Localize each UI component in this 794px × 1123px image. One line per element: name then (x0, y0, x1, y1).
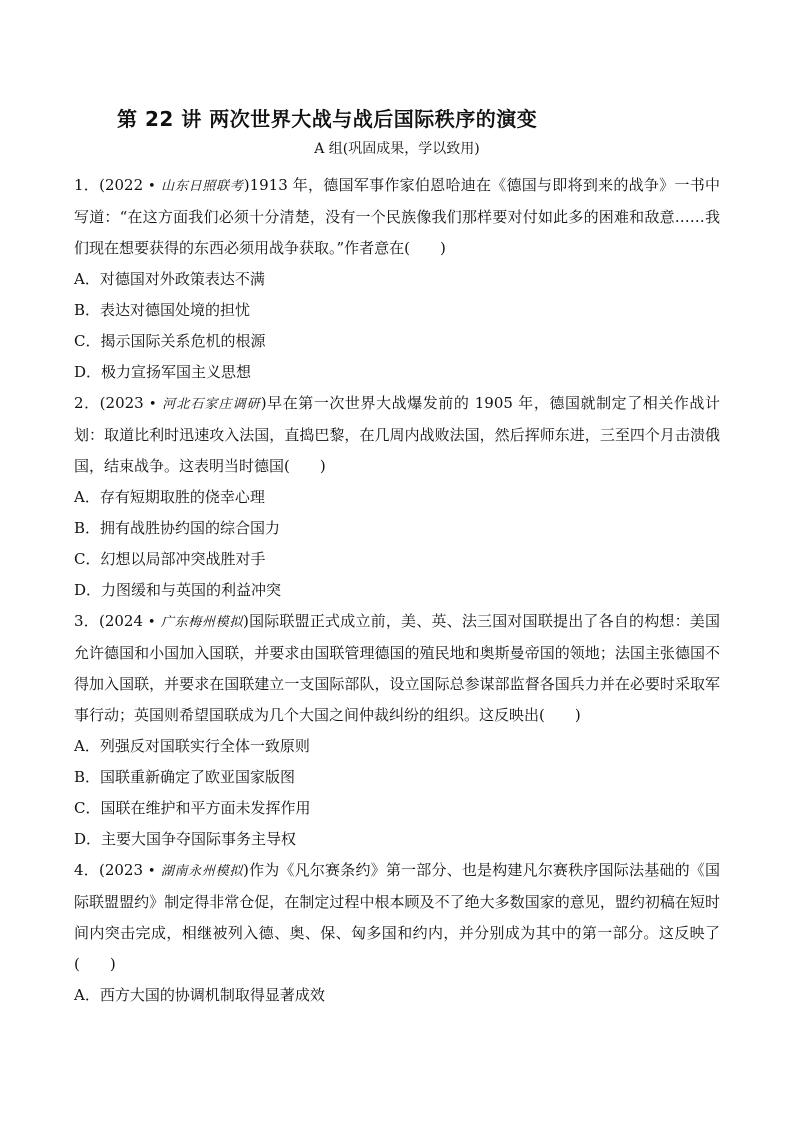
question-stem (74, 170, 720, 264)
option-a: A．对德国对外政策表达不满 (74, 270, 265, 288)
question-4 (74, 855, 720, 1011)
section-subtitle: A 组(巩固成果，学以致用) (314, 141, 480, 157)
question-number: 2． (74, 394, 100, 412)
source-paren-open: ( (99, 176, 105, 194)
question-list (74, 170, 720, 1011)
question-3 (74, 606, 720, 855)
option-a: A．存有短期取胜的侥幸心理 (74, 488, 265, 506)
option-c: C．幻想以局部冲突战胜对手 (74, 550, 266, 568)
option-a: A．西方大国的协调机制取得显著成效 (74, 986, 325, 1004)
source-year: 2022 (104, 176, 144, 194)
option-d: D．极力宣扬军国主义思想 (74, 363, 252, 381)
question-stem (74, 388, 720, 482)
question-text: 作为《凡尔赛条约》第一部分、也是构建凡尔赛秩序国际法基础的《国际联盟盟约》制定得非常仓促，在制定过程中根本顾及不了绝大多数国家的意见，盟约初稿在短时间内突击完成，相继被列入德、奥、保、匈多国和约内，并分别成为其中的第一部分。这反映了( ) (74, 861, 720, 973)
question-text: 1913 年，德国军事作家伯恩哈迪在《德国与即将到来的战争》一书中写道：“在这方面我们必须十分清楚，没有一个民族像我们那样要对付如此多的困难和敌意……我们现在想要获得的东西必须用战争获取。”作者意在( ) (74, 176, 720, 257)
question-number: 1． (74, 176, 100, 194)
option-c: C．揭示国际关系危机的根源 (74, 332, 266, 350)
source-year: 2023 (104, 861, 143, 879)
page-title: 第 22 讲 两次世界大战与战后国际秩序的演变 (117, 107, 538, 131)
option-b: B．国联重新确定了欧亚国家版图 (74, 768, 296, 786)
source-name: 山东日照联考 (161, 179, 244, 194)
source-paren-open: ( (99, 394, 106, 412)
option-b: B．拥有战胜协约国的综合国力 (74, 519, 281, 537)
source-separator: • (143, 615, 161, 630)
option-c: C．国联在维护和平方面未发挥作用 (74, 799, 311, 817)
source-separator: • (143, 179, 162, 194)
option-d: D．力图缓和与英国的利益冲突 (74, 581, 282, 599)
option-a: A．列强反对国联实行全体一致原则 (74, 737, 310, 755)
source-separator: • (143, 864, 161, 879)
question-stem (74, 606, 720, 731)
question-number: 3． (74, 612, 99, 630)
source-paren-close: ) (243, 612, 249, 630)
question-1 (74, 170, 720, 388)
option-b: B．表达对德国处境的担忧 (74, 301, 251, 319)
question-2 (74, 388, 720, 606)
source-year: 2024 (104, 612, 143, 630)
source-paren-close: ) (260, 394, 267, 412)
question-text: 国际联盟正式成立前，美、英、法三国对国联提出了各自的构想：美国允许德国和小国加入国联，并要求由国联管理德国的殖民地和奥斯曼帝国的领地；法国主张德国不得加入国联，并要求在国联建立一支国际部队，设立国际总参谋部监督各国兵力并在必要时采取军事行动；英国则希望国联成为几个大国之间仲裁纠纷的组织。这反映出( ) (74, 612, 720, 724)
source-paren-close: ) (243, 176, 250, 194)
question-text: 早在第一次世界大战爆发前的 1905 年，德国就制定了相关作战计划：取道比利时迅速攻入法国，直捣巴黎，在几周内战败法国，然后挥师东进，三至四个月击溃俄国，结束战争。这表明当时德国( ) (74, 394, 720, 475)
source-paren-open: ( (98, 612, 105, 630)
source-paren-close: ) (243, 861, 249, 879)
source-name: 湖南永州模拟 (160, 864, 244, 879)
source-separator: • (143, 397, 163, 412)
source-name: 河北石家庄调研 (162, 397, 261, 412)
source-year: 2023 (105, 394, 144, 412)
source-paren-open: ( (98, 861, 105, 879)
option-d: D．主要大国争夺国际事务主导权 (74, 830, 297, 848)
question-stem (74, 855, 720, 980)
question-number: 4． (74, 861, 99, 879)
source-name: 广东梅州模拟 (160, 615, 244, 630)
